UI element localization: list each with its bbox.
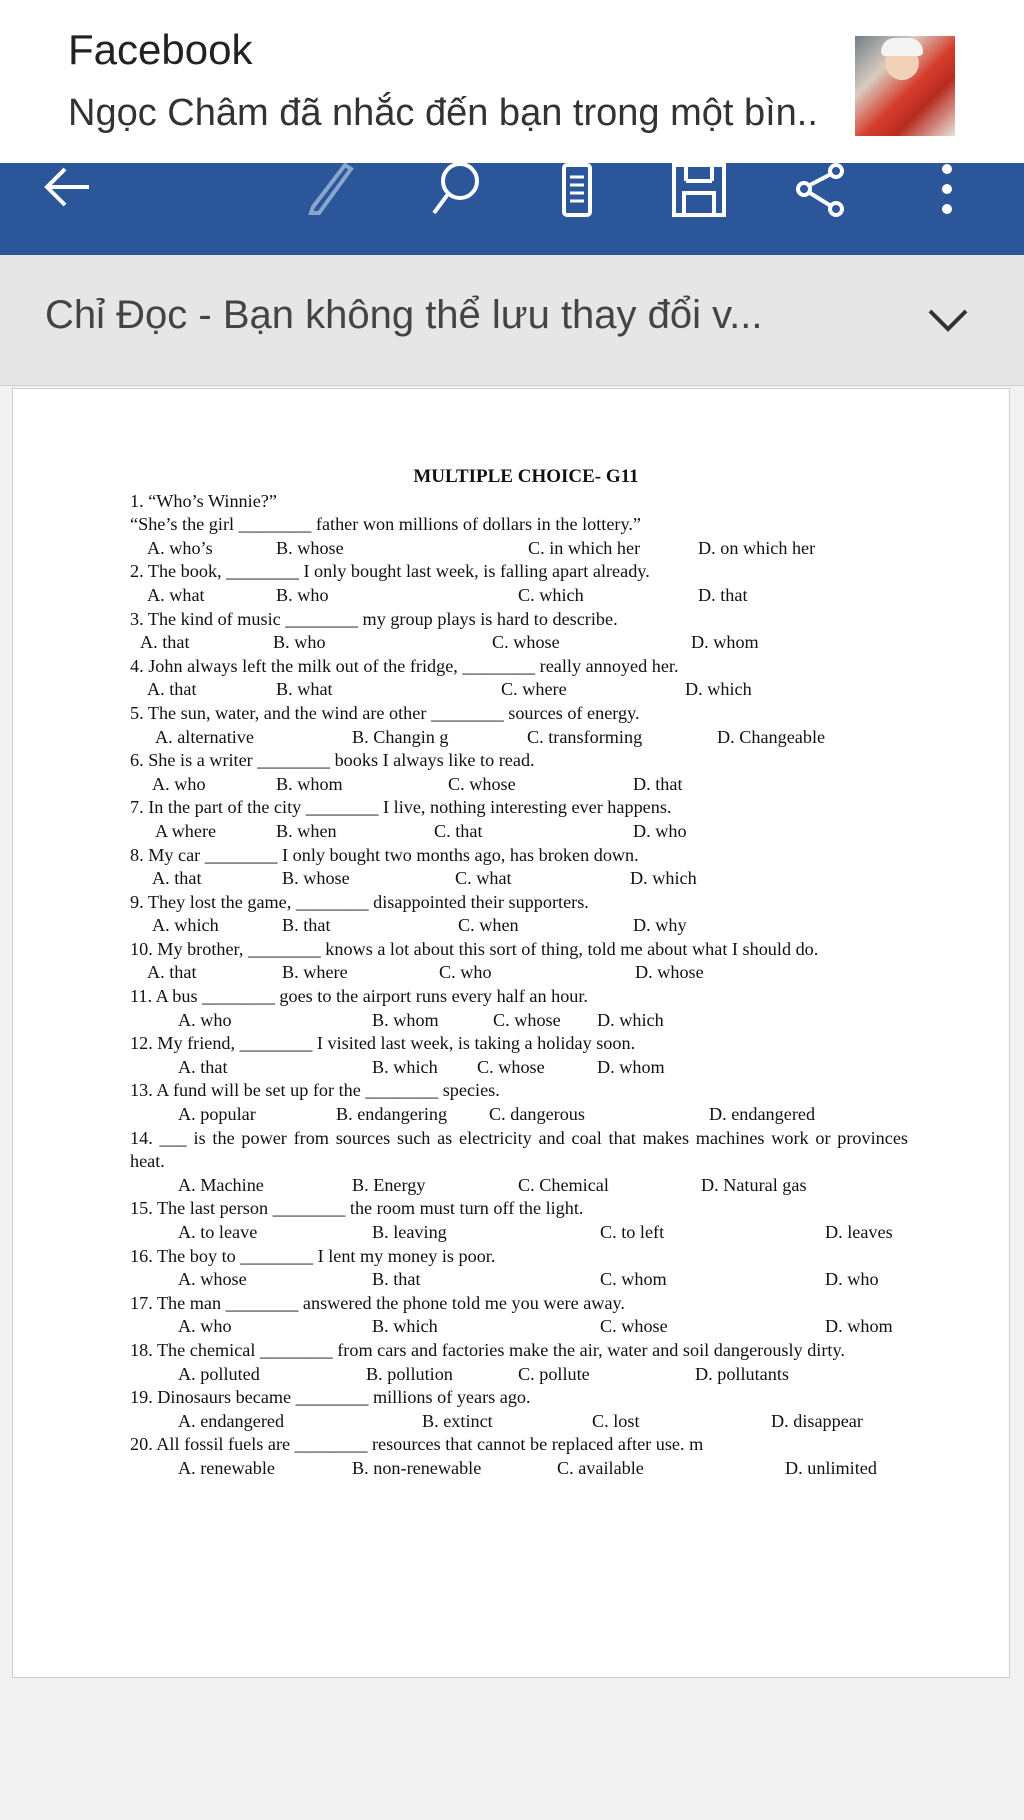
answer-option: A. that [140,632,190,653]
answer-option: C. whose [493,1009,561,1030]
answer-option: C. whose [492,632,560,653]
question-text: 16. The boy to ________ I lent my money is poor. [130,1245,496,1266]
answer-options [130,914,908,938]
answer-option: C. what [455,868,512,889]
answer-option: B. that [282,915,331,936]
answer-option: B. Changin g [352,726,449,747]
answer-option: A. Machine [178,1174,264,1195]
save-icon [664,163,734,223]
answer-option: D. on which her [698,537,816,558]
answer-option: D. that [633,773,683,794]
answer-option: B. what [276,679,333,700]
answer-option: A. who [178,1009,232,1030]
answer-options [130,867,908,891]
answer-options [130,1410,908,1434]
answer-options [130,678,908,702]
question-text: 8. My car ________ I only bought two months ago, has broken down. [130,844,639,865]
answer-option: B. leaving [372,1222,447,1242]
answer-option: A. endangered [178,1410,285,1431]
question-text: 9. They lost the game, ________ disappointed their supporters. [130,891,589,912]
answer-option: D. which [630,868,697,889]
question-text: 17. The man ________ answered the phone told me you were away. [130,1292,625,1313]
answer-option: B. whose [276,537,344,558]
notification-app-name: Facebook [68,26,253,73]
question-text: 7. In the part of the city ________ I live, nothing interesting ever happens. [130,797,672,818]
answer-option: C. whose [600,1316,668,1337]
answer-option: C. whom [600,1269,667,1290]
answer-option: D. Changeable [717,726,826,747]
question-4 [130,655,908,702]
read-only-message: Chỉ Đọc - Bạn không thể lưu thay đổi v... [45,293,763,337]
document-title: MULTIPLE CHOICE- G11 [413,466,639,487]
question-3 [130,608,908,655]
answer-option: B. extinct [422,1410,493,1431]
answer-option: D. whom [825,1316,893,1337]
back-button[interactable] [22,163,112,255]
answer-option: C. Chemical [518,1174,609,1195]
question-text: 12. My friend, ________ I visited last week, is taking a holiday soon. [130,1033,636,1054]
answer-option: D. Natural gas [701,1174,807,1195]
question-17 [130,1292,908,1339]
answer-option: D. leaves [825,1222,893,1242]
question-text: 3. The kind of music ________ my group plays is hard to describe. [130,608,618,629]
question-10 [130,938,908,985]
question-11 [130,985,908,1032]
answer-option: B. Energy [352,1174,426,1195]
answer-option: A where [155,820,217,841]
answer-options [130,1268,908,1292]
share-button[interactable] [776,163,866,255]
question-20 [130,1433,908,1480]
answer-options [130,1363,908,1387]
read-only-banner[interactable] [0,255,1024,386]
answer-option: D. that [698,584,748,605]
answer-options [130,1221,908,1245]
answer-option: C. when [458,915,519,936]
answer-option: C. that [434,820,483,841]
search-icon [418,163,488,223]
answer-option: B. who [273,632,326,653]
answer-option: C. in which her [528,537,641,558]
answer-option: A. renewable [178,1457,275,1478]
answer-option: C. where [501,679,567,700]
answer-option: A. which [152,915,219,936]
answer-options [130,584,908,608]
question-1 [130,490,908,561]
answer-option: B. whom [276,773,343,794]
document-toolbar [0,163,1024,255]
answer-option: D. whom [597,1056,665,1077]
answer-option: C. lost [592,1410,640,1431]
answer-options [130,1315,908,1339]
answer-option: B. whose [282,868,350,889]
answer-option: A. who’s [147,537,213,558]
answer-option: B. which [372,1316,438,1337]
answer-option: B. non-renewable [352,1457,482,1478]
answer-option: D. which [597,1009,664,1030]
question-12 [130,1032,908,1079]
question-text: 1. “Who’s Winnie?” [130,490,277,511]
question-text: 2. The book, ________ I only bought last week, is falling apart already. [130,561,650,582]
answer-option: D. endangered [709,1104,816,1125]
edit-pencil-icon [295,163,365,223]
answer-options [130,1009,908,1033]
question-16 [130,1245,908,1292]
answer-option: B. where [282,962,348,983]
answer-options [130,1174,908,1198]
question-text: 13. A fund will be set up for the ________ species. [130,1080,500,1101]
answer-option: A. what [147,584,205,605]
answer-options [130,1103,908,1127]
question-9 [130,891,908,938]
question-6 [130,749,908,796]
edit-button[interactable] [285,163,375,255]
question-text: 20. All fossil fuels are ________ resources that cannot be replaced after use. m [130,1434,704,1455]
question-text: 14. ___ is the power from sources such as electricity and coal that makes machines work or provinces heat. [130,1127,908,1172]
answer-option: B. whom [372,1009,439,1030]
answer-options [130,537,908,561]
answer-options [130,773,908,797]
answer-option: D. whom [691,632,759,653]
question-text: 6. She is a writer ________ books I always like to read. [130,750,535,771]
save-button[interactable] [654,163,744,255]
question-text: 5. The sun, water, and the wind are other ________ sources of energy. [130,702,640,723]
answer-option: C. whose [477,1056,545,1077]
back-arrow-icon [37,163,97,223]
answer-option: C. pollute [518,1363,590,1384]
question-text: 11. A bus ________ goes to the airport runs every half an hour. [130,986,588,1007]
answer-option: A. popular [178,1104,256,1125]
more-options-button[interactable] [902,163,992,255]
reading-view-button[interactable] [532,163,622,255]
answer-option: C. who [439,962,492,983]
answer-options [130,1056,908,1080]
question-13 [130,1079,908,1126]
answer-option: B. who [276,584,329,605]
question-text: 10. My brother, ________ knows a lot about this sort of thing, told me about what I should do. [130,938,819,959]
answer-options [130,631,908,655]
question-14 [130,1127,908,1198]
question-text: 4. John always left the milk out of the fridge, ________ really annoyed her. [130,655,679,676]
reading-view-icon [552,163,602,223]
notification-avatar [855,36,955,136]
question-7 [130,796,908,843]
question-text: 19. Dinosaurs became ________ millions of years ago. [130,1387,531,1408]
question-5 [130,702,908,749]
question-text: 18. The chemical ________ from cars and factories make the air, water and soil dangerously dirty. [130,1339,845,1360]
answer-option: C. whose [448,773,516,794]
answer-option: A. who [178,1316,232,1337]
answer-option: C. dangerous [489,1104,585,1125]
answer-option: A. whose [178,1269,247,1290]
notification-banner[interactable] [0,0,1024,163]
answer-option: B. which [372,1056,438,1077]
answer-option: D. disappear [771,1410,863,1431]
question-8 [130,844,908,891]
answer-option: A. polluted [178,1363,260,1384]
answer-options [130,820,908,844]
answer-option: A. that [152,868,202,889]
document-page [12,388,1010,1678]
answer-option: A. to leave [178,1222,258,1242]
notification-message: Ngọc Châm đã nhắc đến bạn trong một bìn.. [68,92,818,134]
answer-option: C. available [557,1457,644,1478]
answer-option: C. to left [600,1222,665,1242]
answer-option: A. who [152,773,206,794]
document-body [130,465,908,1481]
answer-option: B. endangering [336,1104,448,1125]
answer-option: D. unlimited [785,1457,877,1478]
answer-option: D. who [633,820,687,841]
answer-option: A. alternative [155,726,254,747]
question-18 [130,1339,908,1386]
answer-option: D. whose [635,962,704,983]
answer-option: D. why [633,915,687,936]
answer-option: B. when [276,820,337,841]
avatar-hat [881,38,923,56]
answer-option: B. pollution [366,1363,453,1384]
question-15 [130,1197,908,1244]
answer-option: B. that [372,1269,421,1290]
question-text: “She’s the girl ________ father won millions of dollars in the lottery.” [130,514,642,535]
answer-option: C. which [518,584,584,605]
answer-option: D. pollutants [695,1363,789,1384]
question-text: 15. The last person ________ the room must turn off the light. [130,1198,584,1219]
answer-options [130,961,908,985]
share-icon [786,163,856,223]
answer-options [130,726,908,750]
answer-option: C. transforming [527,726,643,747]
chevron-down-icon[interactable] [922,295,974,347]
search-button[interactable] [408,163,498,255]
answer-option: D. who [825,1269,879,1290]
answer-option: D. which [685,679,752,700]
answer-option: A. that [147,962,197,983]
more-vertical-icon [927,163,967,223]
answer-option: A. that [178,1056,228,1077]
question-19 [130,1386,908,1433]
question-2 [130,560,908,607]
answer-option: A. that [147,679,197,700]
answer-options [130,1457,908,1481]
